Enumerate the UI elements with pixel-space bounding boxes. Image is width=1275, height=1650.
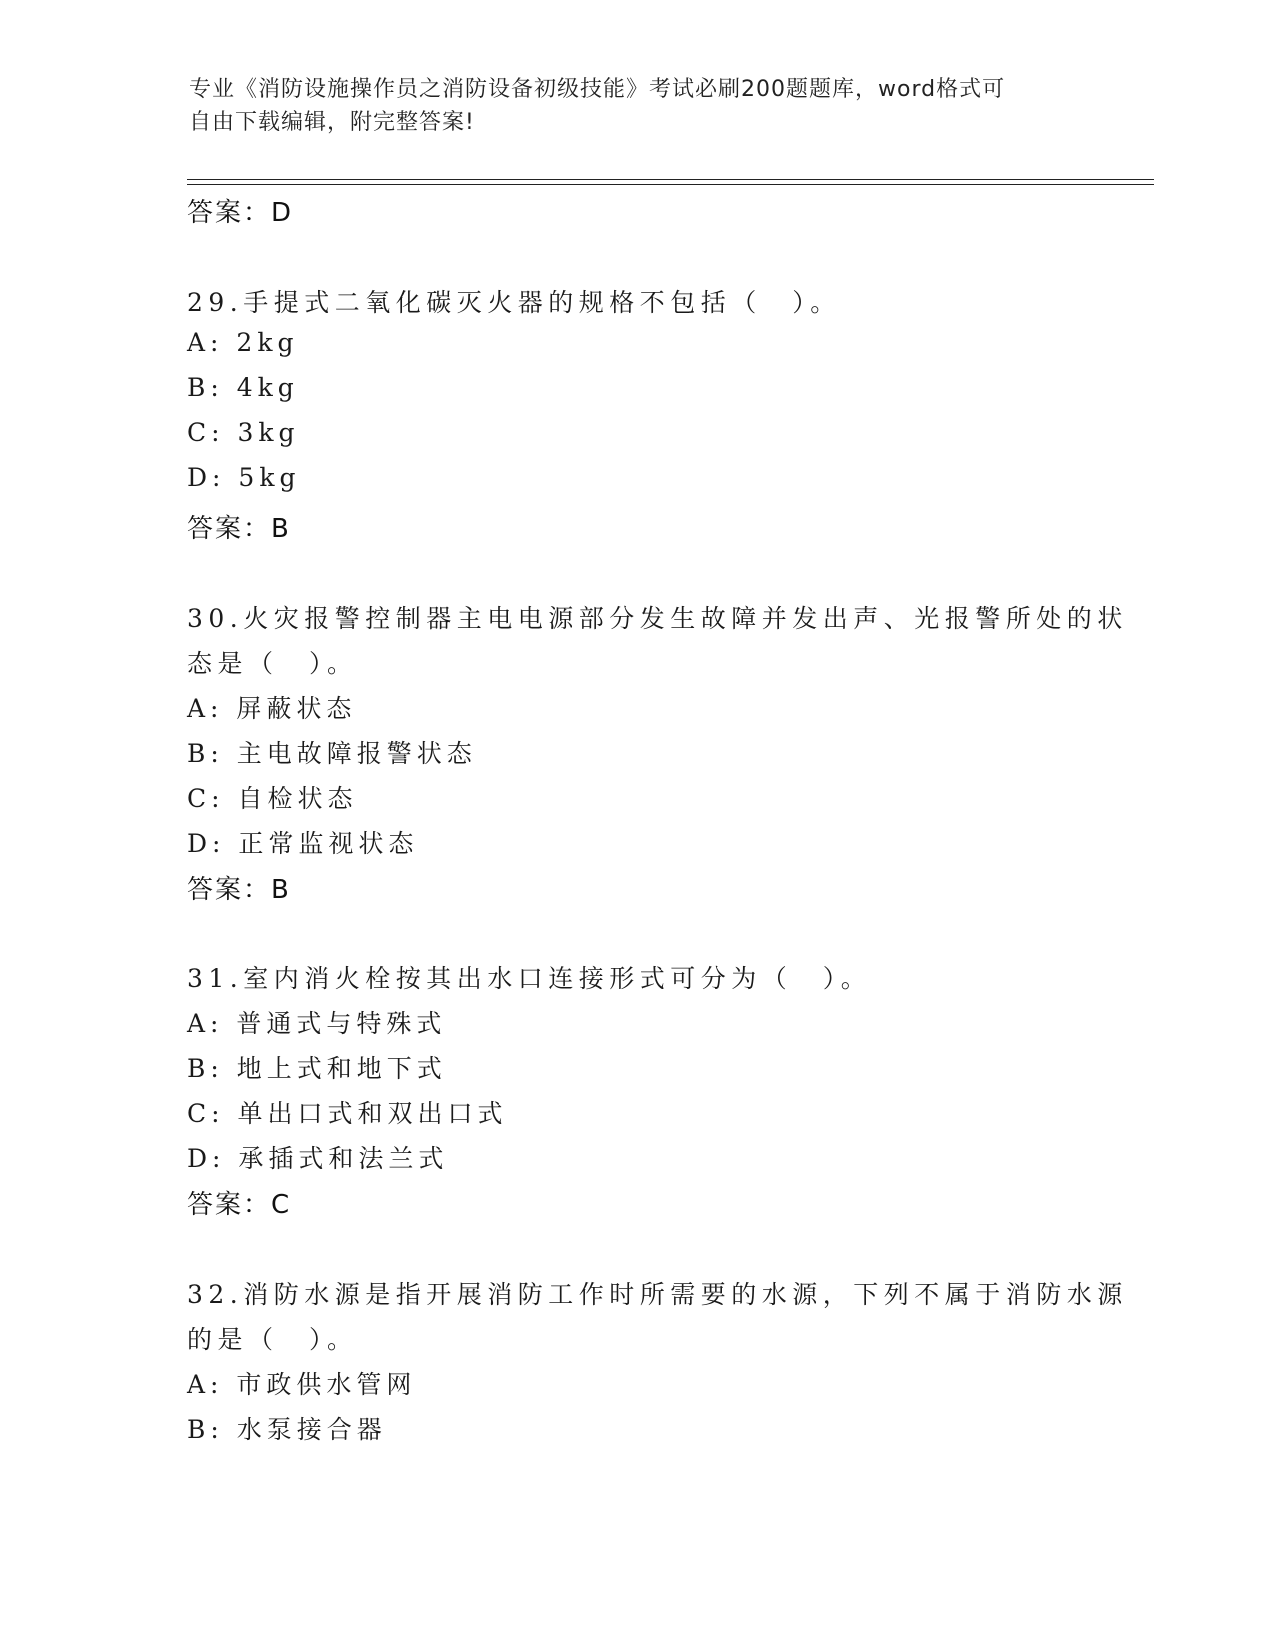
answer-29: 答案：B: [187, 514, 291, 544]
question-30-option-a: A: 屏蔽状态: [187, 694, 357, 723]
question-31-option-b: B: 地上式和地下式: [187, 1054, 447, 1083]
question-29-option-c: C: 3kg: [187, 418, 300, 447]
question-30-stem-line-1: 30.火灾报警控制器主电电源部分发生故障并发出声、光报警所处的状: [187, 604, 1128, 633]
question-32-stem-line-1: 32.消防水源是指开展消防工作时所需要的水源，下列不属于消防水源: [187, 1280, 1128, 1309]
question-29-option-a: A: 2kg: [187, 328, 299, 357]
question-31-stem: 31.室内消火栓按其出水口连接形式可分为（ ）。: [187, 964, 872, 993]
question-31-option-d: D: 承插式和法兰式: [187, 1144, 449, 1173]
header-line-1: 专业《消防设施操作员之消防设备初级技能》考试必刷200题题库，word格式可: [189, 77, 1006, 102]
question-29-option-d: D: 5kg: [187, 463, 301, 492]
question-30-option-d: D: 正常监视状态: [187, 829, 419, 858]
question-30-stem-line-2: 态是（ ）。: [187, 649, 358, 678]
question-32-option-b: B: 水泵接合器: [187, 1415, 387, 1444]
header-line-2: 自由下载编辑，附完整答案!: [189, 110, 475, 135]
answer-31: 答案：C: [187, 1190, 292, 1220]
question-31-option-c: C: 单出口式和双出口式: [187, 1099, 508, 1128]
question-32-stem-line-2: 的是（ ）。: [187, 1325, 358, 1354]
question-29-stem: 29.手提式二氧化碳灭火器的规格不包括（ ）。: [187, 288, 841, 317]
question-30-option-c: C: 自检状态: [187, 784, 358, 813]
question-30-option-b: B: 主电故障报警状态: [187, 739, 477, 768]
document-header: [189, 73, 1089, 139]
answer-28: 答案：D: [187, 198, 294, 228]
header-rule-top: [187, 179, 1154, 180]
question-32-option-a: A: 市政供水管网: [187, 1370, 417, 1399]
question-29-option-b: B: 4kg: [187, 373, 299, 402]
header-rule-bottom: [187, 184, 1154, 185]
answer-30: 答案：B: [187, 875, 291, 905]
question-31-option-a: A: 普通式与特殊式: [187, 1009, 447, 1038]
